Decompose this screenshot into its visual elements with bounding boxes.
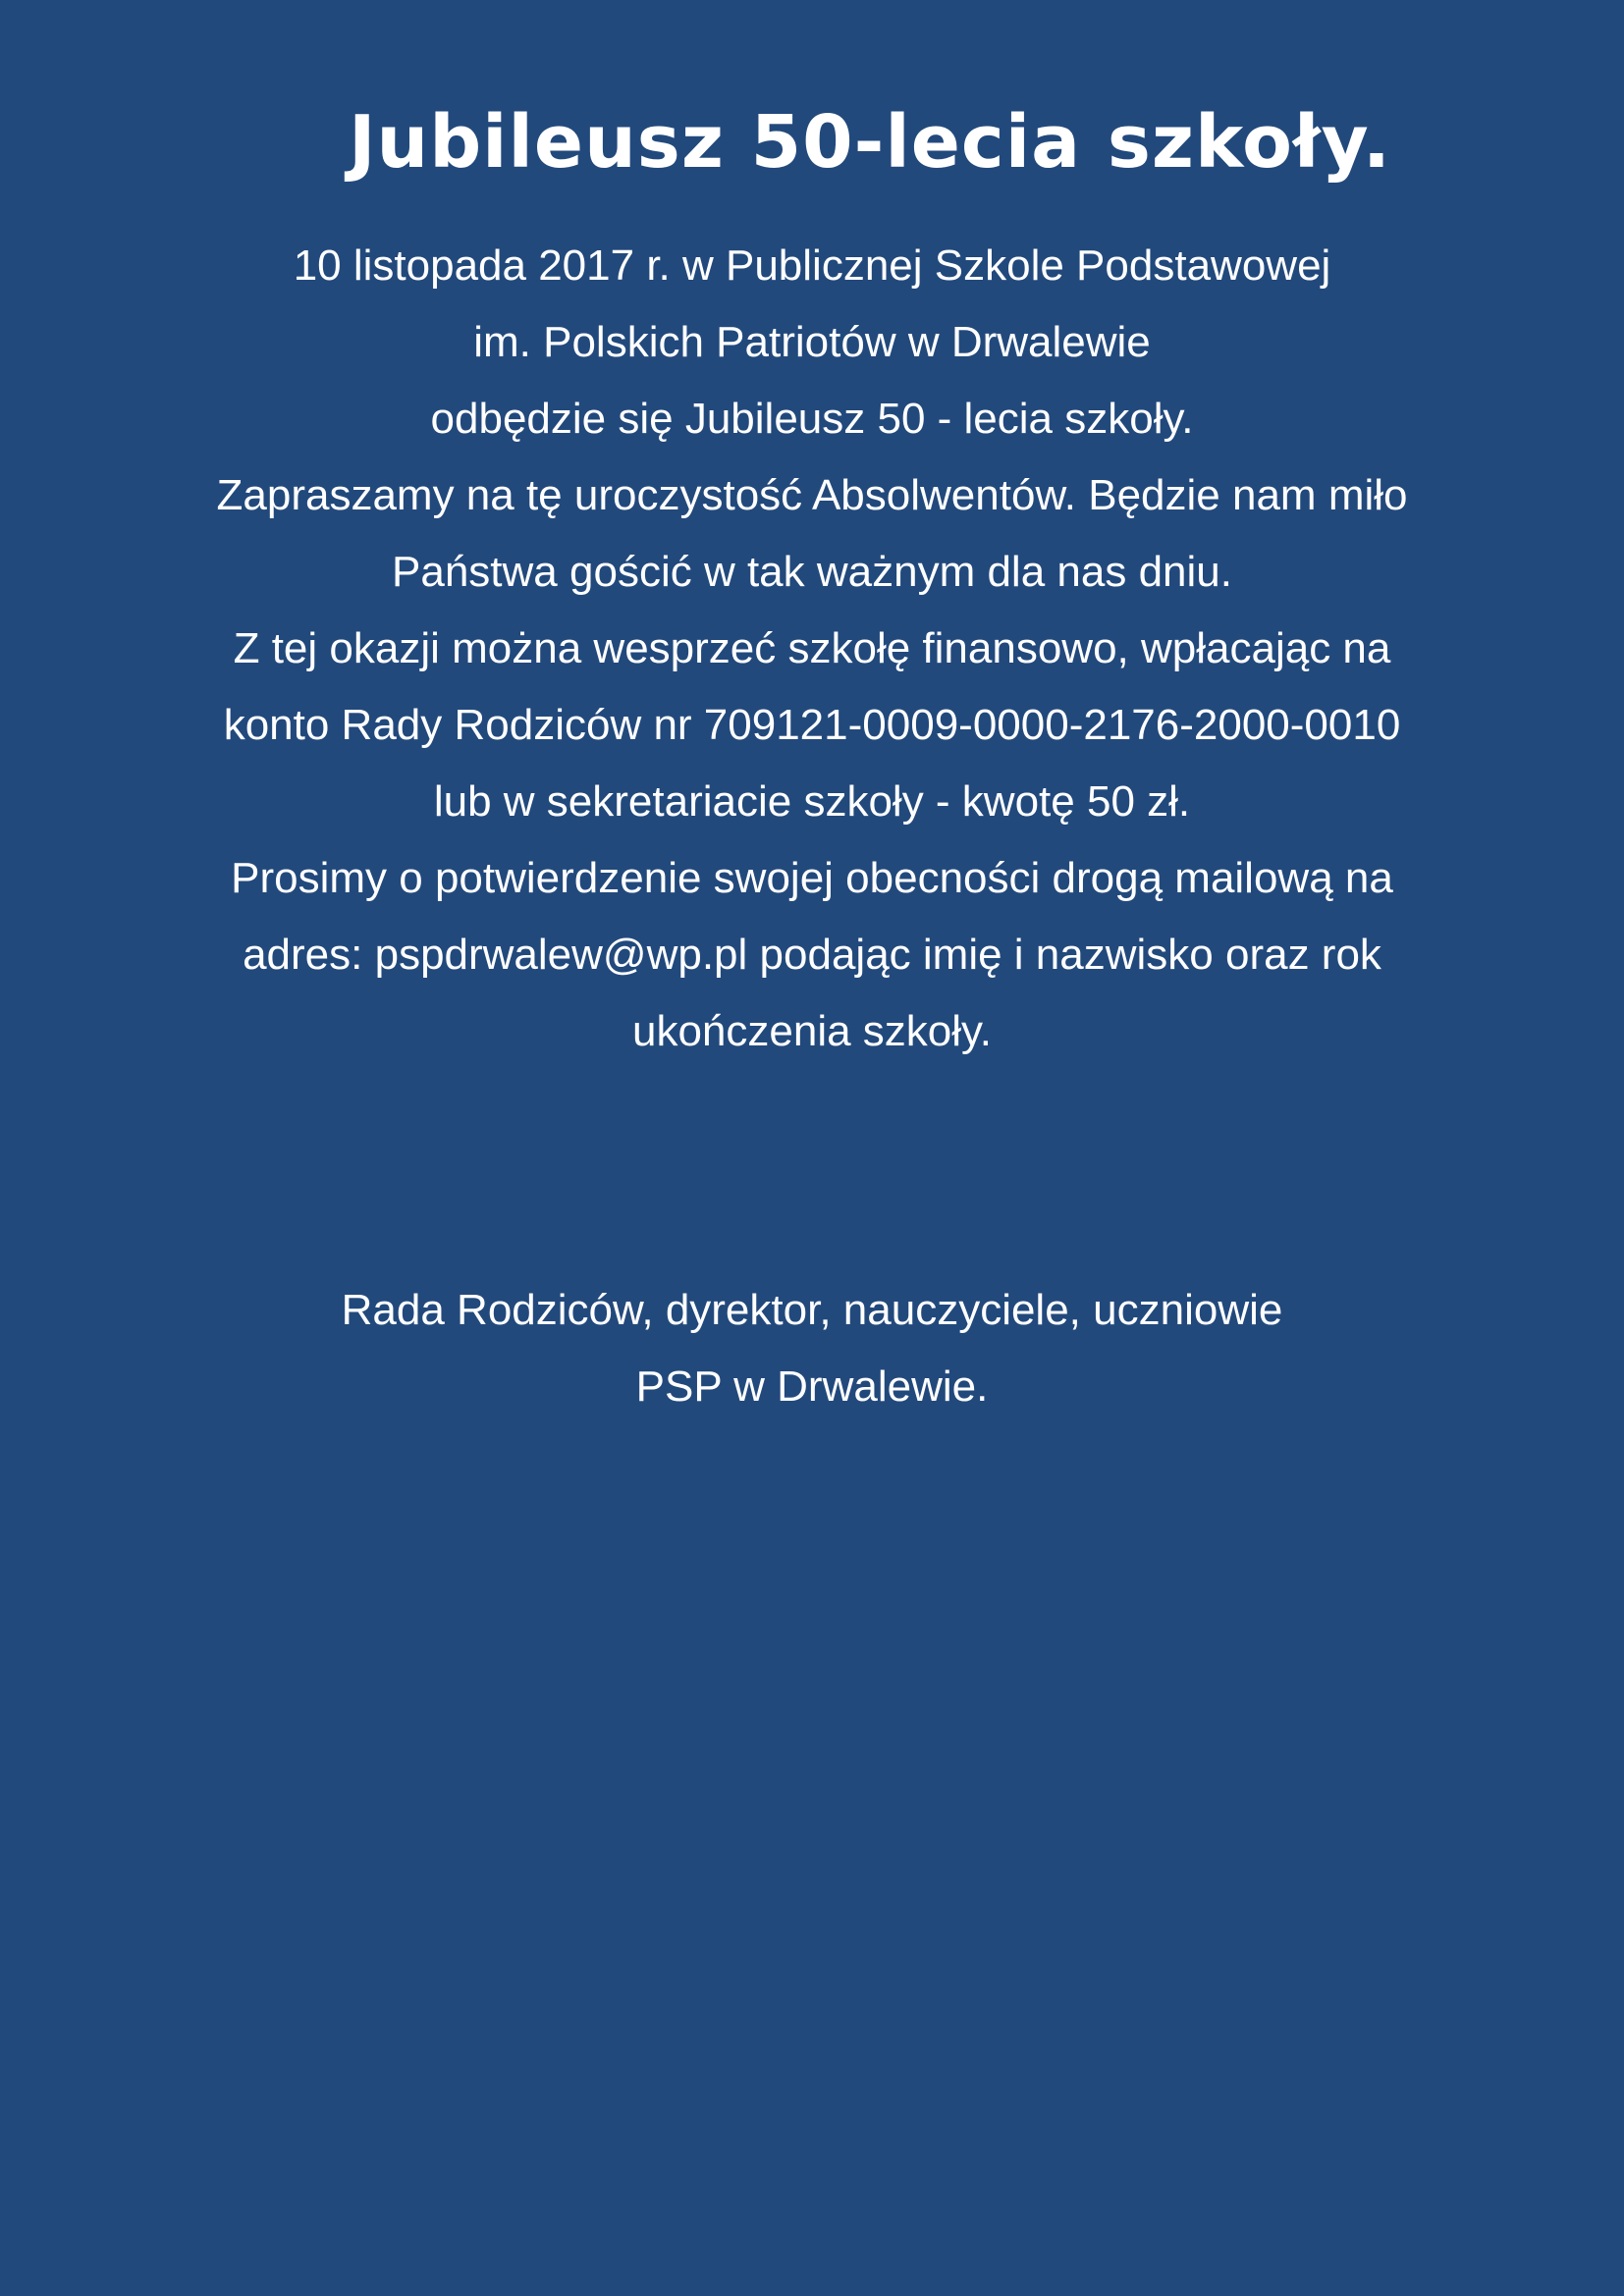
body-line: lub w sekretariacie szkoły - kwotę 50 zł.: [433, 777, 1191, 826]
body-line: im. Polskich Patriotów w Drwalewie: [473, 318, 1151, 366]
invitation-body: [59, 228, 1565, 1070]
page-title: Jubileusz 50-lecia szkoły.: [349, 100, 1392, 185]
body-line: Prosimy o potwierdzenie swojej obecności drogą mailową na: [231, 854, 1393, 902]
body-line: konto Rady Rodziców nr 709121-0009-0000-2176-2000-0010: [223, 701, 1401, 749]
body-line: ukończenia szkoły.: [631, 1007, 993, 1055]
body-line: Państwa gościć w tak ważnym dla nas dniu.: [392, 548, 1232, 596]
body-line: adres: pspdrwalew@wp.pl podając imię i nazwisko oraz rok: [243, 931, 1381, 979]
signature-line: Rada Rodziców, dyrektor, nauczyciele, uczniowie: [341, 1286, 1283, 1334]
signature-block: [59, 1272, 1565, 1425]
body-line: odbędzie się Jubileusz 50 - lecia szkoły.: [430, 395, 1194, 443]
body-line: 10 listopada 2017 r. w Publicznej Szkole Podstawowej: [293, 241, 1331, 290]
body-line: Zapraszamy na tę uroczystość Absolwentów. Będzie nam miło: [216, 471, 1408, 519]
body-line: Z tej okazji można wesprzeć szkołę finansowo, wpłacając na: [233, 624, 1391, 672]
signature-line: PSP w Drwalewie.: [635, 1362, 989, 1411]
